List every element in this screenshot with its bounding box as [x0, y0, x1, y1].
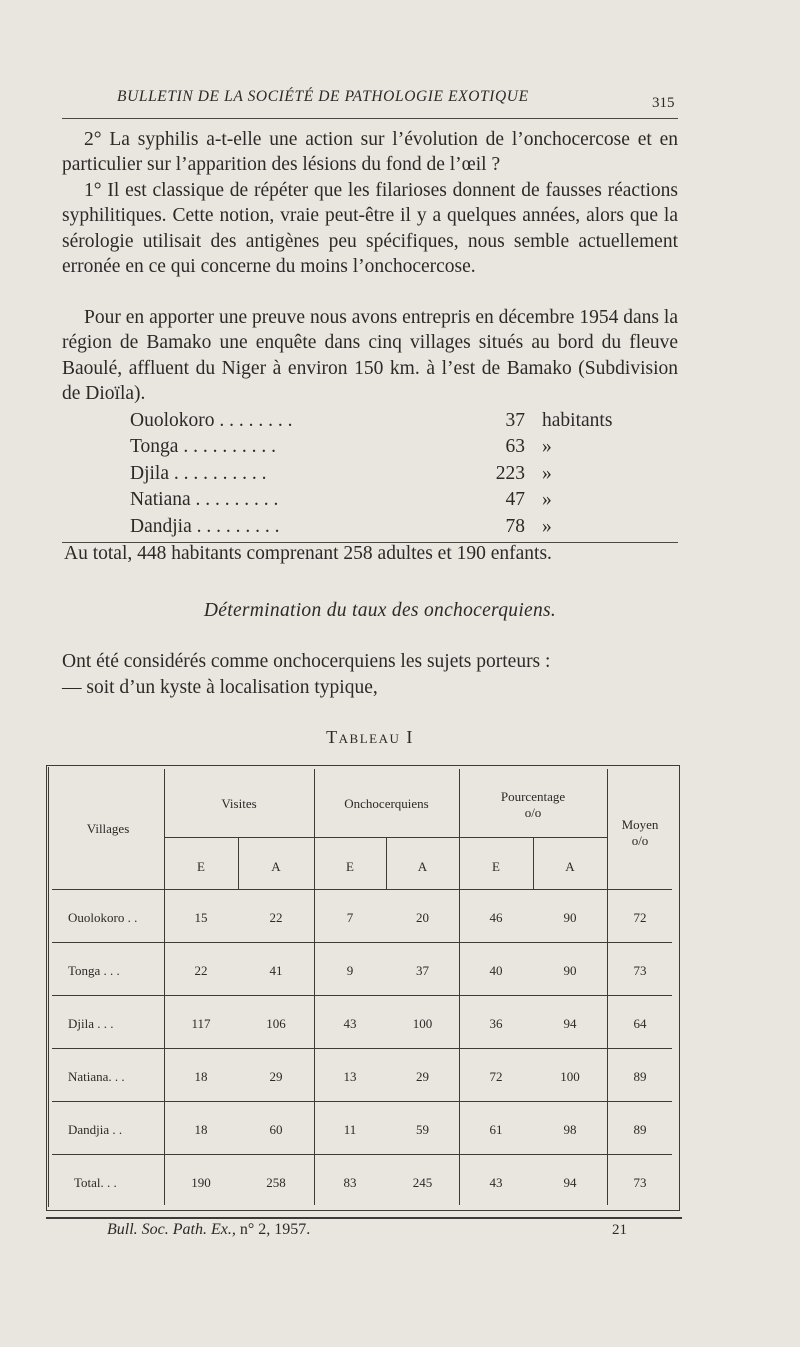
table-rule	[164, 769, 165, 1205]
table-cell: 98	[563, 1122, 577, 1137]
list-item	[130, 463, 600, 489]
paragraph-survey-intro	[62, 305, 678, 407]
table-cell: 64	[633, 1016, 647, 1031]
village-name: Djila . . . . . . . . . .	[130, 462, 267, 484]
table-cell: 72	[633, 910, 647, 925]
running-header-title: BULLETIN DE LA SOCIÉTÉ DE PATHOLOGIE EXOTIQUE	[117, 88, 529, 105]
table-cell: 72	[489, 1069, 503, 1084]
header-villages: Villages	[86, 821, 130, 836]
table-cell: 36	[489, 1016, 503, 1031]
village-name: Ouolokoro . . . . . . . .	[130, 410, 293, 431]
header-pourcentage-unit: o/o	[524, 805, 542, 820]
table-cell: 59	[416, 1122, 429, 1137]
answer-1-text: 1° Il est classique de répéter que les filarioses donnent de fausses réactions syphilitiques. Cette notion, vraie peut-être il y a quelques années, alors que la sérologie utilisait des antigènes peu spécifiques, nous semble actuellement erronée en ce qui concerne du moins l’onchocercose.	[62, 180, 678, 278]
village-count: 78	[505, 515, 525, 537]
definition-line-2: — soit d’un kyste à localisation typique,	[62, 677, 378, 698]
header-rule	[62, 118, 678, 119]
village-count: 37	[505, 410, 525, 431]
table-cell: 15	[194, 910, 208, 925]
list-item	[130, 436, 600, 462]
table-row-label: Tonga . . .	[68, 963, 120, 978]
header-moyen-unit: o/o	[631, 833, 649, 848]
list-item	[130, 410, 613, 436]
table-cell: 20	[416, 910, 429, 925]
table-cell: 9	[346, 963, 354, 978]
subheader-e: E	[346, 859, 354, 874]
data-table	[46, 765, 680, 1213]
table-row-label: Ouolokoro . .	[68, 910, 138, 925]
table-cell: 29	[269, 1069, 283, 1084]
table-bottom-rule	[46, 1217, 682, 1219]
village-unit: »	[542, 489, 552, 511]
signature-number: 21	[612, 1222, 627, 1238]
table-cell: 7	[346, 910, 354, 925]
citation-journal: Bull. Soc. Path. Ex.,	[107, 1221, 236, 1238]
table-cell: 94	[563, 1016, 577, 1031]
village-name: Tonga . . . . . . . . . .	[130, 436, 276, 458]
table-cell: 29	[416, 1069, 429, 1084]
table-cell: 43	[343, 1016, 357, 1031]
village-name: Natiana . . . . . . . . .	[130, 489, 279, 511]
table-cell: 258	[266, 1175, 286, 1190]
subheader-a: A	[417, 859, 428, 874]
list-item	[130, 516, 600, 542]
table-cell: 41	[269, 963, 283, 978]
table-cell: 40	[489, 963, 503, 978]
total-sentence: Au total, 448 habitants comprenant 258 adultes et 190 enfants.	[64, 543, 552, 564]
table-cell: 90	[563, 963, 577, 978]
village-unit: habitants	[542, 410, 613, 431]
subheader-e: E	[197, 859, 205, 874]
table-rule	[459, 769, 460, 1205]
village-unit: »	[542, 436, 552, 458]
question-2-text: 2° La syphilis a-t-elle une action sur l’évolution de l’onchocercose et en particulier sur l’apparition des lésions du fond de l’œil ?	[62, 129, 678, 176]
table-cell: 18	[194, 1069, 208, 1084]
table-cell: 100	[412, 1016, 433, 1031]
table-cell: 60	[269, 1122, 283, 1137]
subheader-a: A	[271, 859, 281, 874]
header-moyen: Moyen	[621, 817, 659, 832]
table-cell: 11	[343, 1122, 357, 1137]
table-cell: 22	[194, 963, 208, 978]
section-heading: Détermination du taux des onchocerquiens.	[203, 600, 557, 621]
table-row-label: Total. . .	[74, 1175, 117, 1190]
table-cell: 43	[489, 1175, 503, 1190]
table-cell: 90	[563, 910, 577, 925]
table-row-label: Natiana. . .	[68, 1069, 125, 1084]
table-rule	[52, 1101, 672, 1102]
village-unit: »	[542, 462, 552, 484]
header-onchocerquiens: Onchocerquiens	[344, 796, 429, 811]
page-number: 315	[652, 95, 675, 111]
paragraph-answer-1	[62, 178, 678, 280]
table-cell: 61	[489, 1122, 503, 1137]
table-cell: 94	[563, 1175, 577, 1190]
header-pourcentage: Pourcentage	[500, 789, 566, 804]
table-rule	[314, 769, 315, 1205]
header-visites: Visites	[221, 796, 257, 811]
table-title: Tableau I	[326, 727, 414, 747]
table-cell: 83	[343, 1175, 357, 1190]
village-population-list	[130, 410, 613, 542]
table-rule	[52, 942, 672, 943]
village-count: 47	[505, 489, 525, 511]
village-count: 223	[495, 462, 525, 484]
village-count: 63	[505, 436, 525, 458]
table-cell: 89	[633, 1069, 647, 1084]
table-cell: 46	[489, 910, 503, 925]
village-name: Dandjia . . . . . . . . .	[130, 515, 280, 537]
table-rule	[52, 1154, 672, 1155]
village-unit: »	[542, 515, 552, 537]
table-cell: 117	[191, 1016, 211, 1031]
citation-issue: n° 2, 1957.	[239, 1221, 311, 1238]
table-rule	[52, 995, 672, 996]
table-rule	[164, 837, 607, 838]
table-row-label: Dandjia . .	[68, 1122, 123, 1137]
definition-line-1: Ont été considérés comme onchocerquiens les sujets porteurs :	[62, 651, 551, 672]
table-cell: 73	[633, 963, 647, 978]
table-cell: 190	[191, 1175, 211, 1190]
list-item	[130, 489, 600, 515]
table-cell: 18	[194, 1122, 208, 1137]
footer-citation	[107, 1221, 310, 1239]
paragraph-question-2	[62, 127, 678, 178]
survey-intro-text: Pour en apporter une preuve nous avons entrepris en décembre 1954 dans la région de Bamako une enquête dans cinq villages situés au bord du fleuve Baoulé, affluent du Niger à environ 150 km. à l’est de Bamako (Subdivision de Dioïla).	[62, 307, 678, 405]
table-row-label: Djila . . .	[68, 1016, 114, 1031]
table-cell: 13	[343, 1069, 357, 1084]
table-cell: 106	[266, 1016, 286, 1031]
table-cell: 89	[633, 1122, 647, 1137]
table-cell: 37	[416, 963, 429, 978]
table-rule	[52, 889, 672, 890]
table-cell: 245	[412, 1175, 433, 1190]
subheader-a: A	[565, 859, 575, 874]
table-cell: 22	[269, 910, 283, 925]
table-rule	[52, 1048, 672, 1049]
subheader-e: E	[492, 859, 500, 874]
table-cell: 73	[633, 1175, 647, 1190]
table-cell: 100	[560, 1069, 580, 1084]
